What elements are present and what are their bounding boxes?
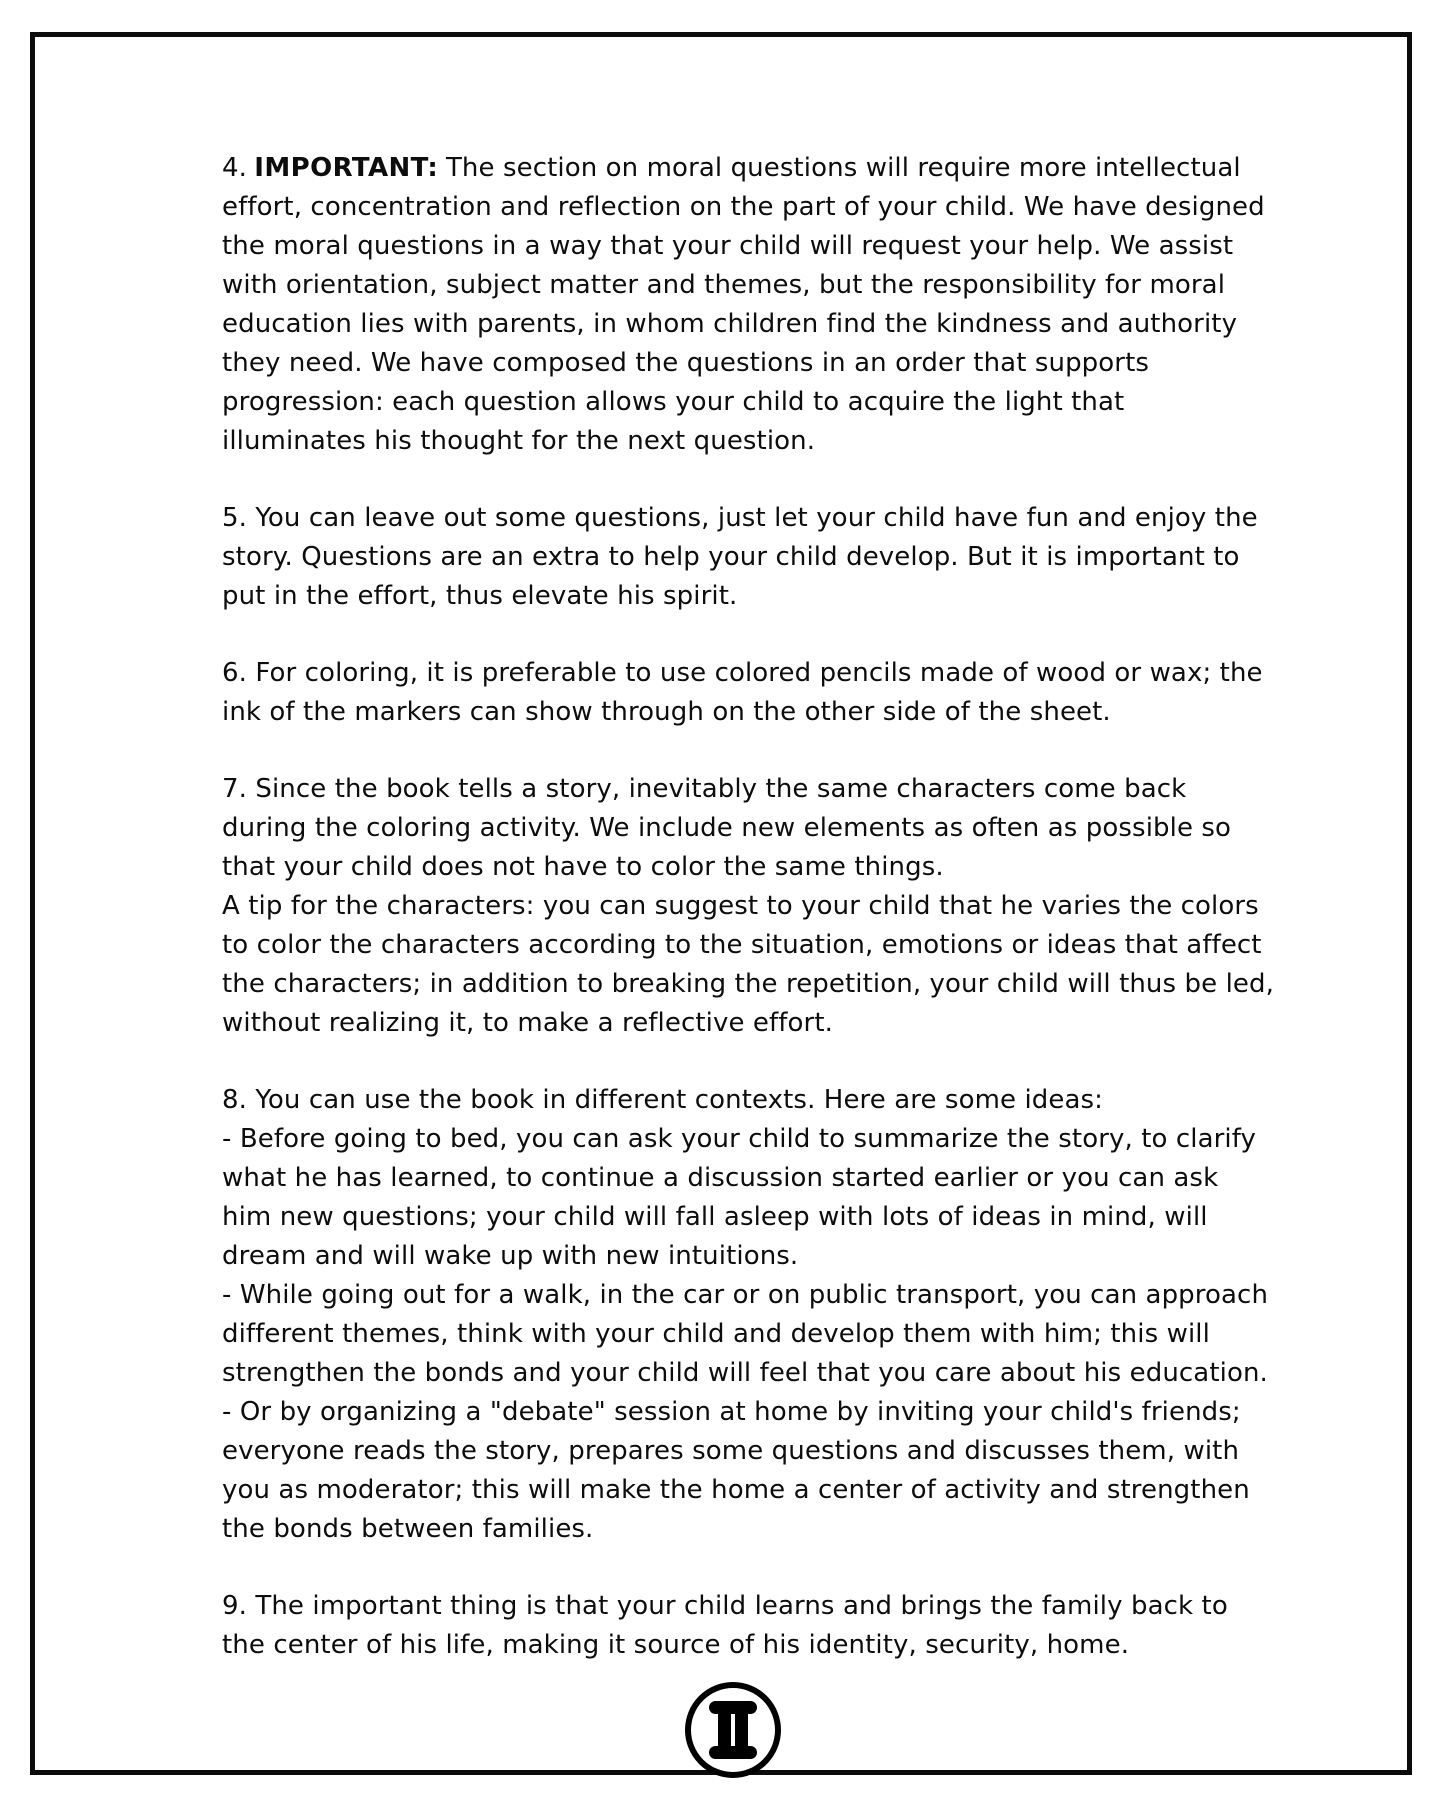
- section-8-bullet-debate: - Or by organizing a "debate" session at home by inviting your child's friends; everyone reads the story, prepares some questions and discusses them, with you as moderator; this will make the home a center of activity and strengthen the bonds between families.: [222, 1397, 1250, 1544]
- section-6: [222, 654, 1274, 732]
- section-8-intro: 8. You can use the book in different contexts. Here are some ideas:: [222, 1085, 1104, 1115]
- section-6-body: 6. For coloring, it is preferable to use colored pencils made of wood or wax; the ink of the markers can show through on the other side of the sheet.: [222, 658, 1263, 727]
- section-8: [222, 1081, 1274, 1549]
- section-7-tip-paragraph: A tip for the characters: you can suggest to your child that he varies the colors to color the characters according to the situation, emotions or ideas that affect the characters; in addition to breaking the repetition, your child will thus be led, without realizing it, to make a reflective effort.: [222, 891, 1274, 1038]
- section-4-number: 4.: [222, 153, 248, 183]
- section-4: [222, 149, 1274, 461]
- section-5: [222, 499, 1274, 616]
- roman-numeral-ii-icon: [709, 1701, 757, 1759]
- section-7-paragraph: 7. Since the book tells a story, inevitably the same characters come back during the coloring activity. We include new elements as often as possible so that your child does not have to color the same things.: [222, 774, 1232, 882]
- section-9: [222, 1587, 1274, 1665]
- section-5-body: 5. You can leave out some questions, just let your child have fun and enjoy the story. Questions are an extra to help your child develop. But it is important to put in the effort, thus elevate his spirit.: [222, 503, 1258, 611]
- text-content: [222, 149, 1274, 1665]
- section-8-bullet-bedtime: - Before going to bed, you can ask your child to summarize the story, to clarify what he has learned, to continue a discussion started earlier or you can ask him new questions; your child will fall asleep with lots of ideas in mind, will dream and will wake up with new intuitions.: [222, 1124, 1257, 1271]
- page-number-badge: [685, 1682, 781, 1778]
- page-border: [30, 32, 1412, 1775]
- section-7: [222, 770, 1274, 1043]
- section-4-body: The section on moral questions will require more intellectual effort, concentration and reflection on the part of your child. We have designed the moral questions in a way that your child will request your help. We assist with orientation, subject matter and themes, but the responsibility for moral education lies with parents, in whom children find the kindness and authority they need. We have composed the questions in an order that supports progression: each question allows your child to acquire the light that illuminates his thought for the next question.: [222, 153, 1265, 456]
- section-8-bullet-walk: - While going out for a walk, in the car or on public transport, you can approach different themes, think with your child and develop them with him; this will strengthen the bonds and your child will feel that you care about his education.: [222, 1280, 1269, 1388]
- important-label: IMPORTANT:: [254, 153, 439, 183]
- section-9-body: 9. The important thing is that your child learns and brings the family back to the center of his life, making it source of his identity, security, home.: [222, 1591, 1228, 1660]
